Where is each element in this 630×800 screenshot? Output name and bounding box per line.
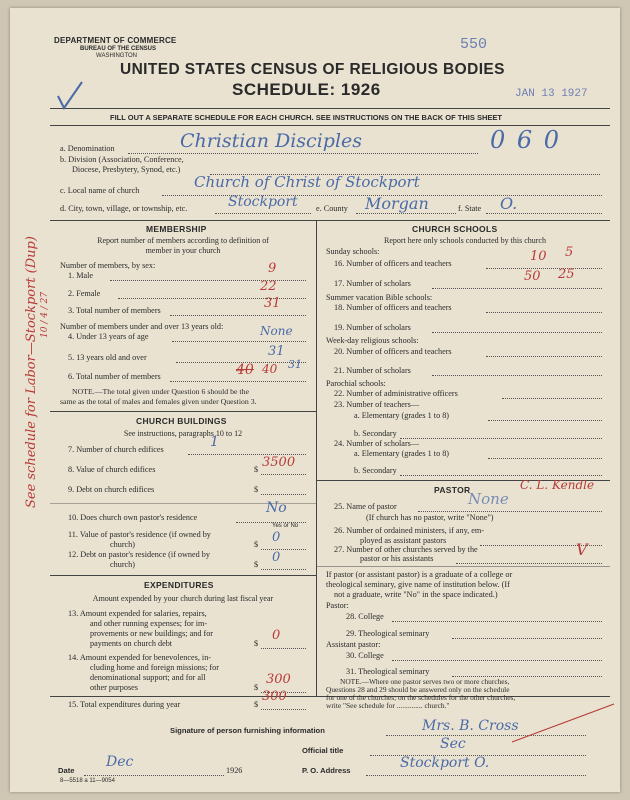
q22-line [502,398,602,399]
q25-value: None [468,490,509,508]
q3-total-label: 3. Total number of members [68,306,161,315]
q20-line [486,356,602,357]
date-label: Date [58,766,75,775]
q6-total-label: 6. Total number of members [68,372,161,381]
expenditures-intro: Amount expended by your church during last fiscal year [92,594,274,603]
q14-label: 14. Amount expended for benevolences, in- [68,653,212,662]
form-number: 8—5518 a 11—9054 [60,778,115,784]
q28-label: 28. College [346,612,384,621]
q7-edifices-value: 1 [210,434,219,450]
graduate-note-2: theological seminary, give name of institution below. (If [326,580,510,589]
q13-value: 0 [272,628,281,643]
red-check-mark-icon [510,698,620,748]
q15-dollar: $ [254,700,259,709]
q24a-label: a. Elementary (grades 1 to 8) [354,449,450,458]
instruction-line: FILL OUT A SEPARATE SCHEDULE FOR EACH CHURCH. SEE INSTRUCTIONS ON THE BACK OF THIS SHEET [110,113,502,122]
q11-dollar: $ [254,540,259,549]
date-value: Dec [106,754,134,770]
q13-label-2: and other running expenses; for im- [90,619,208,628]
q11-church-label: church) [110,540,136,549]
pastor-subrule [316,566,610,567]
po-address-line [366,775,586,776]
q25-line [418,511,602,512]
q14-label-4: other purposes [90,683,138,692]
sunday-schools-label: Sunday schools: [326,247,380,256]
q4-under13-value: None [260,324,293,338]
membership-note: NOTE.—The total given under Question 6 should be the [72,387,249,396]
q26-label-2: ployed as assistant pastors [360,536,447,545]
schools-title: CHURCH SCHOOLS [412,224,498,234]
q24-label: 24. Number of scholars— [334,439,420,448]
q17-red-value: 25 [558,267,575,282]
local-name-value: Church of Christ of Stockport [194,173,420,191]
q18-label: 18. Number of officers and teachers [334,303,452,312]
q7-edifices-label: 7. Number of church edifices [68,445,164,454]
denomination-line [128,153,478,154]
q15-label: 15. Total expenditures during year [68,700,181,709]
division-label: b. Division (Association, Conference, [60,155,184,164]
header-rule [50,108,610,109]
q2-female-label: 2. Female [68,289,101,298]
city-label: WASHINGTON [96,53,138,59]
q30-label: 30. College [346,651,384,660]
pastor-sub-label: Pastor: [326,601,349,610]
q6-struck-value: 40 [236,362,254,378]
q14-value: 300 [266,672,291,687]
schedule-title: SCHEDULE: 1926 [232,80,381,99]
q27-label: 27. Number of other churches served by the [334,545,478,554]
q24b-line [400,475,602,476]
q6-line [170,381,306,382]
official-title-value: Sec [440,736,466,752]
q30-line [392,660,602,661]
q17-label: 17. Number of scholars [334,279,411,288]
q5-over13-label: 5. 13 years old and over [68,353,147,362]
q23a-label: a. Elementary (grades 1 to 8) [354,411,450,420]
city-value: Stockport [228,194,298,210]
county-label: e. County [316,204,348,213]
buildings-rule [50,575,316,576]
q31-label: 31. Theological seminary [346,667,430,676]
buildings-title: CHURCH BUILDINGS [136,416,227,426]
members-by-sex-label: Number of members, by sex: [60,261,156,270]
buildings-intro: See instructions, paragraphs 10 to 12 [123,429,243,438]
q14-label-2: cluding home and foreign missions; for [90,663,219,672]
po-address-value: Stockport O. [400,755,490,771]
q8-line [261,474,306,475]
q16-label: 16. Number of officers and teachers [334,259,452,268]
q9-dollar: $ [254,485,259,494]
pastor-note-2: Questions 28 and 29 should be answered only on the schedule [326,685,510,694]
q12-church-label: church) [110,560,136,569]
q11-value: 0 [272,530,281,545]
q4-line [172,341,306,342]
denomination-label: a. Denomination [60,144,115,153]
q6-alt-value: 40 [262,362,278,376]
q20-label: 20. Number of officers and teachers [334,347,452,356]
pastor-note: NOTE.—Where one pastor serves two or more churches, [340,677,510,686]
q11-value-label: 11. Value of pastor's residence (if owned by [68,530,211,539]
q8-value-label: 8. Value of church edifices [68,465,156,474]
column-divider [316,220,317,696]
q15-value: 300 [262,689,287,704]
q14-label-3: denominational support; and for all [90,673,206,682]
q13-label-4: payments on church debt [90,639,173,648]
form-title: UNITED STATES CENSUS OF RELIGIOUS BODIES [120,61,505,78]
po-address-label: P. O. Address [302,766,351,775]
q10-own-label: 10. Does church own pastor's residence [68,513,198,522]
q21-label: 21. Number of scholars [334,366,411,375]
q11-line [261,549,306,550]
q25-note: (If church has no pastor, write "None") [366,513,494,522]
q13-label-3: provements or new buildings; and for [90,629,214,638]
q23a-line [488,420,602,421]
q15-line [261,709,306,710]
signature-label: Signature of person furnishing information [170,726,325,735]
received-date-stamp: JAN 13 1927 [515,88,588,100]
q17-value: 50 [524,269,541,284]
q27-label-2: pastor or his assistants [360,554,434,563]
q13-dollar: $ [254,639,259,648]
division-label-2: Diocese, Presbytery, Synod, etc.) [72,165,181,174]
parochial-schools-label: Parochial schools: [326,379,386,388]
q19-label: 19. Number of scholars [334,323,411,332]
q21-line [432,375,602,376]
margin-red-small: 10 / 4 / 27 [40,291,50,338]
graduate-note-3: not a graduate, write "No" in the space indicated.) [334,590,498,599]
q4-under13-label: 4. Under 13 years of age [68,332,149,341]
local-name-label: c. Local name of church [60,186,140,195]
expenditures-title: EXPENDITURES [144,580,214,590]
date-year: 1926 [226,766,243,775]
q23b-line [400,438,602,439]
q8-value: 3500 [262,455,296,470]
q1-male-value: 9 [268,261,277,276]
q22-label: 22. Number of administrative officers [334,389,458,398]
q16-value: 10 [530,249,547,264]
q24b-label: b. Secondary [354,466,397,475]
vacation-schools-label: Summer vacation Bible schools: [326,293,433,302]
q29-label: 29. Theological seminary [346,629,430,638]
section-top-rule [50,220,610,221]
q5-over13-value: 31 [268,344,285,359]
weekday-schools-label: Week-day religious schools: [326,336,419,345]
q23-label: 23. Number of teachers— [334,400,420,409]
city-line [215,213,311,214]
q28-line [392,621,602,622]
official-title-label: Official title [302,746,344,755]
q19-line [432,332,602,333]
q27-mark: V [576,540,588,559]
q29-line [452,638,602,639]
pastor-red-name: C. L. Kendle [520,478,595,492]
county-value: Morgan [365,194,429,213]
department-label: DEPARTMENT OF COMMERCE [54,36,177,45]
q18-line [486,312,602,313]
graduate-note: If pastor (or assistant pastor) is a graduate of a college or [326,570,513,579]
membership-title: MEMBERSHIP [146,224,207,234]
census-schedule-sheet [10,8,620,792]
q24a-line [488,458,602,459]
membership-rule [50,411,316,412]
q12-value: 0 [272,550,281,565]
county-line [356,213,456,214]
pastor-note-3: for one of the churches; on the schedules for the other churches, [326,693,516,702]
denomination-code: 0 6 0 [490,126,562,154]
q16-red-value: 5 [565,245,574,260]
city-town-label: d. City, town, village, or township, etc. [60,204,188,213]
q6-total-value: 31 [288,358,302,371]
q12-debt-label: 12. Debt on pastor's residence (if owned by [68,550,210,559]
membership-intro-2: member in your church [145,246,221,255]
state-label: f. State [458,204,482,213]
schools-intro: Report here only schools conducted by this church [384,236,546,245]
serial-number: 550 [460,36,488,53]
q12-line [261,569,306,570]
membership-note-2: same as the total of males and females given under Question 3. [60,397,257,406]
membership-intro: Report number of members according to definition of [97,236,269,245]
members-by-age-label: Number of members under and over 13 years old: [60,322,224,331]
assistant-pastor-label: Assistant pastor: [326,640,381,649]
pastor-note-4: write "See schedule for .............. church." [326,701,450,710]
q12-dollar: $ [254,560,259,569]
check-mark-icon [50,78,90,114]
q25-label: 25. Name of pastor [334,502,397,511]
q23b-label: b. Secondary [354,429,397,438]
bureau-label: BUREAU OF THE CENSUS [80,46,157,52]
q8-dollar: $ [254,465,259,474]
yes-no-hint: Yes or No [272,523,299,529]
q3-total-value: 31 [264,296,281,311]
q17-line [432,288,602,289]
q26-label: 26. Number of ordained ministers, if any, em- [334,526,484,535]
q16-line [486,268,602,269]
pastor-title: PASTOR [434,485,471,495]
q10-own-value: No [266,500,287,516]
q1-male-label: 1. Male [68,271,94,280]
state-line [486,213,602,214]
q2-female-value: 22 [260,279,277,294]
q14-dollar: $ [254,683,259,692]
q3-line [170,315,306,316]
q27-line [456,563,602,564]
date-line [84,775,224,776]
q9-line [261,494,306,495]
q9-debt-label: 9. Debt on church edifices [68,485,155,494]
margin-red-note: See schedule for Labor—Stockport (Dup) [24,236,39,508]
q13-line [261,648,306,649]
denomination-value: Christian Disciples [180,130,363,152]
state-value: O. [500,194,518,213]
q13-label: 13. Amount expended for salaries, repairs, [68,609,207,618]
signature-value: Mrs. B. Cross [422,718,519,734]
